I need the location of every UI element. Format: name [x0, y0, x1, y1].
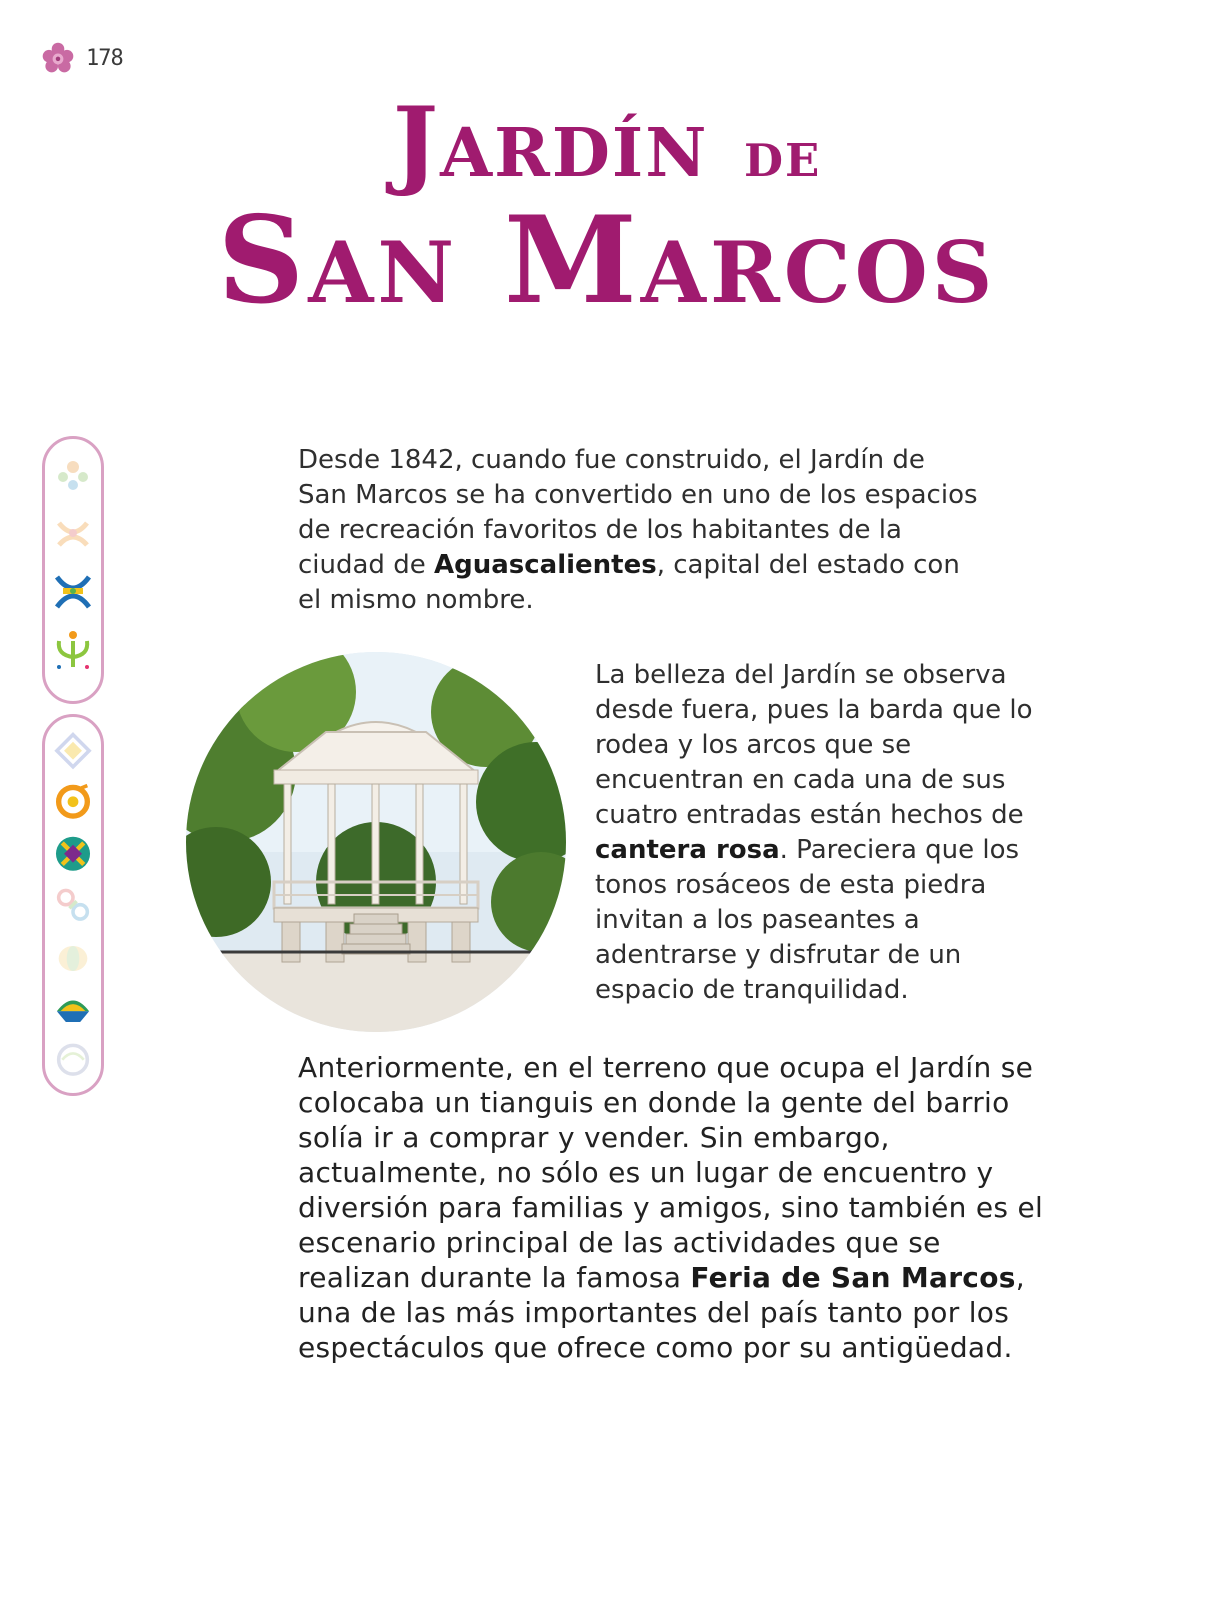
bold-term-feria-de-san-marcos: Feria de San Marcos: [690, 1261, 1016, 1294]
ornament-orange-ring-icon: [51, 782, 95, 821]
ornament-faded-2-icon: [51, 511, 95, 555]
title-line-2: San Marcos: [217, 190, 997, 331]
title-word-jardin: Jardín: [392, 86, 709, 199]
sidebar-ornaments-group-2: [42, 714, 104, 1096]
sidebar-ornaments-group-1: [42, 436, 104, 704]
paragraph-beauty-text: La belleza del Jardín se observa desde fuera, pues la barda que lo rodea y los arcos que se encuentran en cada una de sus cuatro entradas están hechos de: [595, 660, 1033, 830]
title-word-de: de: [743, 117, 822, 192]
paragraph-intro: [298, 443, 978, 618]
ornament-green-yellow-icon: [51, 627, 95, 671]
page-title: [0, 86, 1214, 331]
paragraph-intro-text-end: , capital del estado con el mismo nombre.: [298, 550, 960, 615]
ornament-faded-1-icon: [51, 453, 95, 497]
flower-icon: [40, 40, 76, 76]
page-number-text: 178: [86, 45, 123, 71]
ornament-blue-yellow-icon: [51, 569, 95, 613]
ornament-fan-icon: [51, 988, 95, 1027]
paragraph-intro-text: Desde 1842, cuando fue construido, el Jardín de San Marcos se ha convertido en uno de los espacios de recreación favoritos de los habitantes de la ciudad de: [298, 445, 978, 580]
ornament-faded-flower-icon: [51, 937, 95, 976]
ornament-x-diamond-icon: [51, 834, 95, 873]
gazebo-illustration: [186, 652, 566, 1032]
title-line-1: [0, 86, 1214, 199]
gazebo-photo: [186, 652, 566, 1032]
paragraph-history-text-end: , una de las más importantes del país tanto por los espectáculos que ofrece como por su antigüedad.: [298, 1261, 1025, 1364]
page-number: [40, 40, 123, 76]
paragraph-history-text: Anteriormente, en el terreno que ocupa el Jardín se colocaba un tianguis en donde la gente del barrio solía ir a comprar y vender. Sin embargo, actualmente, no sólo es un lugar de encuentro y diversión para familias y amigos, sino también es el escenario principal de las actividades que se realizan durante la famosa: [298, 1051, 1044, 1294]
ornament-faded-links-icon: [51, 885, 95, 924]
paragraph-history: [298, 1050, 1048, 1365]
ornament-faded-circle-icon: [51, 1040, 95, 1079]
paragraph-beauty: [595, 658, 1035, 1008]
ornament-faded-diamond-icon: [51, 731, 95, 770]
paragraph-beauty-text-end: . Pareciera que los tonos rosáceos de esta piedra invitan a los paseantes a adentrarse y disfrutar de un espacio de tranquilidad.: [595, 835, 1020, 1005]
bold-term-aguascalientes: Aguascalientes: [433, 550, 657, 580]
bold-term-cantera-rosa: cantera rosa: [595, 835, 780, 865]
